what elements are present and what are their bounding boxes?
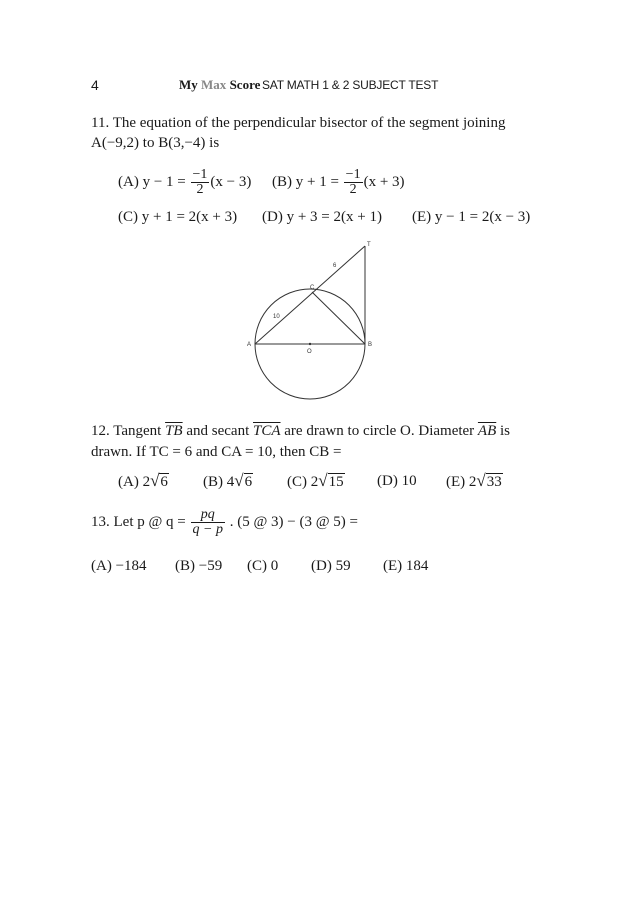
q13-choice-c: (C) 0 xyxy=(247,558,279,574)
q12-text-2: and secant xyxy=(186,423,250,439)
q12-e-label: (E) xyxy=(446,474,466,490)
q11-b-rhs: (x + 3) xyxy=(363,173,405,190)
brand-score: Score xyxy=(229,77,261,92)
q12-stem-line1 xyxy=(91,423,510,440)
q12-e-sqrt: √33 xyxy=(476,471,502,490)
header-title: SAT MATH 1 & 2 SUBJECT TEST xyxy=(262,78,439,92)
q13-stem xyxy=(91,508,358,537)
label-t: T xyxy=(367,242,371,248)
q13-choice-b: (B) −59 xyxy=(175,558,223,574)
q11-choice-b xyxy=(272,168,405,197)
q12-text-3: are drawn to circle O. Diameter xyxy=(284,423,475,439)
q11-a-rhs: (x − 3) xyxy=(210,173,252,190)
q12-b-radicand: 6 xyxy=(244,474,253,490)
page-number: 4 xyxy=(91,77,99,93)
q12-segment-ab: $\overline{AB}$ xyxy=(477,423,497,439)
q13-denominator: q − p xyxy=(192,522,223,537)
center-point xyxy=(309,343,311,345)
q12-choice-e xyxy=(446,471,503,491)
q12-segment-tca: $\overline{TCA}$ xyxy=(253,423,281,439)
q11-b-num: −1 xyxy=(345,167,361,182)
q12-e-radicand: 33 xyxy=(486,474,502,490)
q13-fraction xyxy=(191,508,225,537)
q11-a-num: −1 xyxy=(192,167,208,182)
circle-tangent-secant-diagram xyxy=(240,236,390,404)
q12-b-sqrt: √6 xyxy=(234,471,253,490)
q11-a-label: (A) xyxy=(118,173,139,190)
q13-number: 13. xyxy=(91,513,110,530)
q11-b-fraction xyxy=(344,168,363,197)
q12-segment-tb: $\overline{TB}$ xyxy=(165,423,183,439)
q11-a-lhs: y − 1 = xyxy=(142,173,186,190)
q12-stem-line2: drawn. If TC = 6 and CA = 10, then CB = xyxy=(91,444,342,460)
q11-choice-c: (C) y + 1 = 2(x + 3) xyxy=(118,209,238,225)
q13-choice-e: (E) 184 xyxy=(383,558,429,574)
q13-numerator: pq xyxy=(191,508,225,523)
brand-logo xyxy=(179,77,260,93)
q11-b-label: (B) xyxy=(272,173,292,190)
q12-choice-a xyxy=(118,471,169,491)
q12-text-4: is xyxy=(500,423,511,439)
label-o: O xyxy=(307,349,312,355)
q12-e-coef: 2 xyxy=(468,474,477,490)
q13-text-2: . (5 @ 3) − (3 @ 5) = xyxy=(229,513,358,530)
q12-a-coef: 2 xyxy=(142,474,151,490)
q11-b-lhs: y + 1 = xyxy=(295,173,339,190)
q12-c-coef: 2 xyxy=(310,474,319,490)
chord-cb xyxy=(312,292,365,344)
q12-c-label: (C) xyxy=(287,474,307,490)
q13-choice-d: (D) 59 xyxy=(311,558,351,574)
q12-choice-c xyxy=(287,471,345,491)
label-c: C xyxy=(310,285,315,291)
q11-stem-line1 xyxy=(91,115,505,132)
q12-a-label: (A) xyxy=(118,474,139,490)
q11-stem-line2: A(−9,2) to B(3,−4) is xyxy=(91,135,220,151)
q13-choice-a: (A) −184 xyxy=(91,558,147,574)
q12-b-label: (B) xyxy=(203,474,223,490)
q13-text-1: Let p @ q = xyxy=(113,513,186,530)
q11-choice-d: (D) y + 3 = 2(x + 1) xyxy=(262,209,382,225)
q12-a-sqrt: √6 xyxy=(150,471,168,490)
q12-b-coef: 4 xyxy=(226,474,235,490)
q11-choice-e: (E) y − 1 = 2(x − 3) xyxy=(412,209,531,225)
label-tc-length: 6 xyxy=(333,263,337,269)
q12-text-1: Tangent xyxy=(113,423,162,439)
q11-stem-text: The equation of the perpendicular bisector of the segment joining xyxy=(112,115,506,131)
q12-number: 12. xyxy=(91,423,110,439)
q11-number: 11. xyxy=(91,115,110,131)
label-ca-length: 10 xyxy=(273,314,280,320)
brand-my: My xyxy=(179,77,198,92)
q11-a-fraction xyxy=(191,168,210,197)
q11-a-den: 2 xyxy=(196,182,204,197)
label-b: B xyxy=(368,342,373,348)
q12-c-radicand: 15 xyxy=(328,474,344,490)
q11-choice-a xyxy=(118,168,251,197)
q12-choice-d: (D) 10 xyxy=(377,473,417,489)
q11-b-den: 2 xyxy=(349,182,357,197)
brand-max: Max xyxy=(201,77,227,92)
q12-choice-b xyxy=(203,471,253,491)
secant-tca xyxy=(255,246,365,344)
label-a: A xyxy=(247,342,252,348)
q12-c-sqrt: √15 xyxy=(318,471,344,490)
q12-a-radicand: 6 xyxy=(160,474,168,490)
